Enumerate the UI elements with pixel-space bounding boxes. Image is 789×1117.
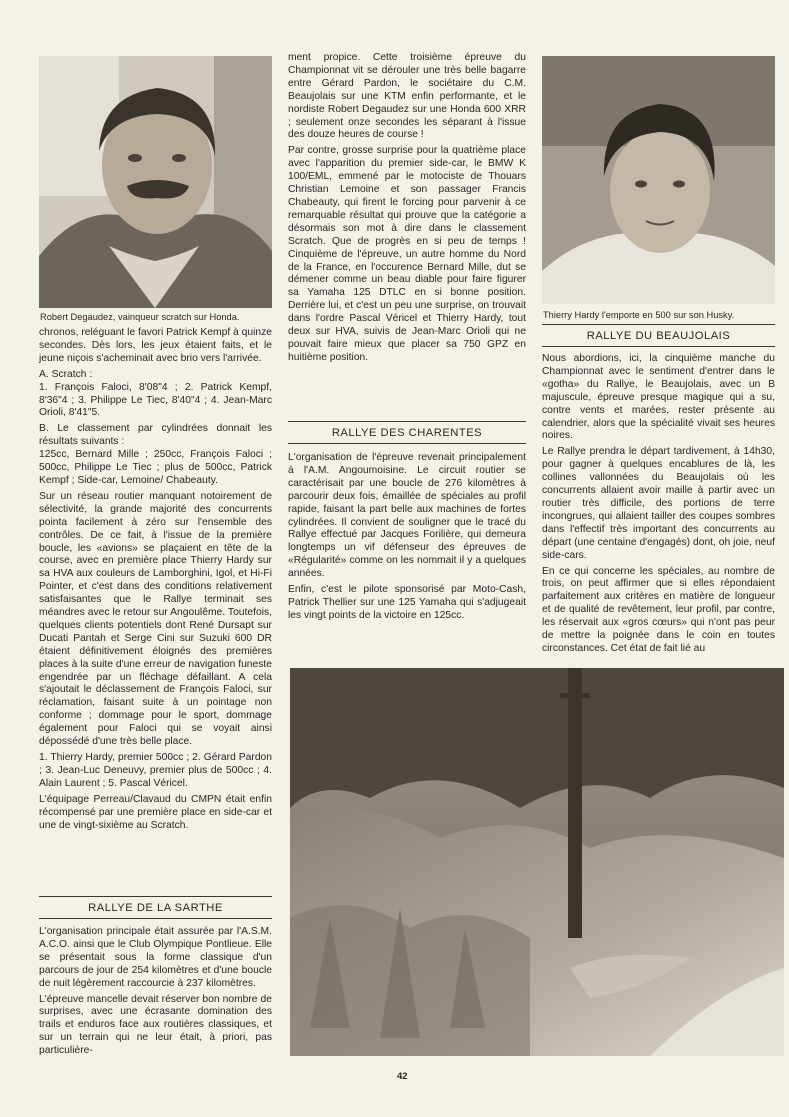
column-3 xyxy=(542,353,775,659)
photo-caption-left: Robert Degaudez, vainqueur scratch sur Honda. xyxy=(40,312,240,322)
portrait-illustration-right xyxy=(542,56,775,304)
column2-para-side-car: Par contre, grosse surprise pour la quatrième place avec l'apparition du premier side-car, le BMW K 100/EML, emmené par le motociste de Thouars Christian Lemoine et son passager Francis Chabeauty, qui firent le forcing pour parvenir à ce remarquable résultat qui prouve que la catégorie a désormais son mot à dire dans le classement Scratch. Que de progrès en si peu de temps ! Cinquième de l'épreuve, un autre homme du Nord de la France, en l'occurence Bernard Mille, dut se démener comme un beau diable pour faire figurer sa Yamaha 125 DTLC en si bonne position. Derrière lui, et c'est un peu une surprise, on trouvait dans l'ordre Pascal Véricel et Thierry Hardy, tout deux sur HVA, suivis de Jean-Marc Orioli qui ne pouvait faire mieux que placer sa 750 GPZ en huitième position. xyxy=(288,145,526,363)
photo-landscape-road xyxy=(290,668,784,1056)
scratch-results: 1. François Faloci, 8'08"4 ; 2. Patrick Kempf, 8'36"4 ; 3. Philippe Le Tiec, 8'40"4 ; 4. Jean-Marc Orioli, 8'41"5. xyxy=(39,381,272,419)
charentes-para-2: Enfin, c'est le pilote sponsorisé par Moto-Cash, Patrick Thellier sur une 125 Yamaha qui s'adjugeait les vingt points de la victoire en 125cc. xyxy=(288,584,526,621)
column-2-charentes xyxy=(288,452,526,626)
column-1-sarthe xyxy=(39,926,272,1061)
column-1 xyxy=(39,327,272,835)
beaujolais-para-3: En ce qui concerne les spéciales, au nombre de trois, on peut affirmer que si elles répondaient parfaitement aux critères en matière de longueur et de qualité de revêtement, leur profil, par contre, les réservait aux «gros cœurs» qui n'ont pas peur de mettre la poignée dans le coin en toutes circonstances. Cet état de fait lié au xyxy=(542,565,775,654)
heading-rallye-beaujolais: RALLYE DU BEAUJOLAIS xyxy=(542,324,775,347)
para-equipage: L'équipage Perreau/Clavaud du CMPN était enfin récompensé par une première place en side-car et une de vingt-sixième au Scratch. xyxy=(39,793,272,831)
portrait-illustration-left xyxy=(39,56,272,308)
photo-caption-right: Thierry Hardy l'emporte en 500 sur son Husky. xyxy=(543,310,735,320)
heading-rallye-sarthe: RALLYE DE LA SARTHE xyxy=(39,896,272,919)
heading-rallye-charentes: RALLYE DES CHARENTES xyxy=(288,421,526,444)
column1-intro: chronos, reléguant le favori Patrick Kempf à quinze secondes. Dès lors, les jeux étaient faits, et le jeune niçois s'acheminait avec brio vers l'arrivée. xyxy=(39,327,272,364)
photo-thierry-hardy xyxy=(542,56,775,304)
class-title: B. Le classement par cylindrées donnait les résultats suivants : xyxy=(39,423,272,448)
charentes-para-1: L'organisation de l'épreuve revenait principalement à l'A.M. Angoumoisine. Le circuit routier se caractérisait par une boucle de 276 kilomètres à parcourir deux fois, émaillée de spéciales au profil rapide, faisant la part belle aux machines de fortes cylindrées. Il convient de souligner que le tracé du Rallye effectué par Jacques Forilière, qui demeura longtemps un vif défenseur des épreuves de «Régularité» comme on les nommait il y a quelques années. xyxy=(288,452,526,580)
beaujolais-para-2: Le Rallye prendra le départ tardivement, à 14h30, pour gagner à quelques encablures de là, les collines vallonnées du Beaujolais où les concurrents allaient avoir maille à partir avec un routier très difficile, des portions de terre incongrues, qui allaient tailler des coupes sombres dans l'effectif très important des concurrents au départ (une centaine d'engagés) dont, oh joie, neuf side-cars. xyxy=(542,446,775,561)
sarthe-para-2: L'épreuve mancelle devait réserver bon nombre de surprises, avec une écrasante domination des trails et enduros face aux routières classiques, et sur un terrain qui ne leur était, à priori, pas particulière- xyxy=(39,993,272,1057)
photo-robert-degaudez xyxy=(39,56,272,308)
sarthe-para-1: L'organisation principale était assurée par l'A.S.M. A.C.O. ainsi que le Club Olympique Pontlieue. Elle se présentait sous la forme classique d'un parcours de jour de 254 kilomètres et d'une boucle de nuit légèrement raccourcie à 237 kilomètres. xyxy=(39,926,272,989)
para-angouleme: Sur un réseau routier manquant notoirement de sélectivité, la grande majorité des concurrents pointa facilement à zéro sur l'ensemble des contrôles. De ce fait, à l'issue de la première boucle, les «avions» se plaçaient en tête de la course, avec en première place Thierry Hardy sur sa HVA aux couleurs de Lamborghini, Igol, et Hi-Fi Pointer, et c'est dans des conditions relativement satisfaisantes que le Rallye terminait ses méandres avec le retour sur Angoulême. Toutefois, quelques clients potentiels dont René Dursapt sur Ducati Pantah et Serge Cini sur Suzuki 600 DR étaient définitivement éloignés des premières places à la suite d'une erreur de navigation funeste engendrée par un fléchage défaillant. A cela s'ajoutait le déclassement de François Faloci, sur réclamation, faisant suite à un pointage non conforme ; dommage pour le sport, dommage également pour Faloci qui se voyait ainsi dépossédé d'une très belle place. xyxy=(39,490,272,748)
column2-para-top: ment propice. Cette troisième épreuve du Championnat vit se dérouler une très belle bagarre entre Gérard Pardon, le sociétaire du C.M. Beaujolais sur une KTM enfin performante, et le nordiste Robert Degaudez sur une Honda 600 XRR ; seulement onze secondes les séparant à l'issue des douze heures de course ! xyxy=(288,52,526,141)
column-2 xyxy=(288,52,526,368)
scratch-title: A. Scratch : xyxy=(39,368,93,380)
beaujolais-para-1: Nous abordions, ici, la cinquième manche du Championnat avec le sentiment d'entrer dans le «gotha» du Rallye, le Beaujolais, avec un B majuscule, épreuve presque magique qui a su, contre vents et marées, rester présente au calendrier, alors que la spécialité vivait ses heures noires. xyxy=(542,353,775,442)
landscape-illustration xyxy=(290,668,784,1056)
class-results: 125cc, Bernard Mille ; 250cc, François Faloci ; 500cc, Philippe Le Tiec ; plus de 500cc, Patrick Kempf ; Side-car, Lemoine/ Chabeauty. xyxy=(39,449,272,486)
results-charentes: 1. Thierry Hardy, premier 500cc ; 2. Gérard Pardon ; 3. Jean-Luc Deneuvy, premier plus de 500cc ; 4. Alain Laurent ; 5. Pascal Véricel. xyxy=(39,752,272,789)
page-number: 42 xyxy=(397,1071,408,1082)
